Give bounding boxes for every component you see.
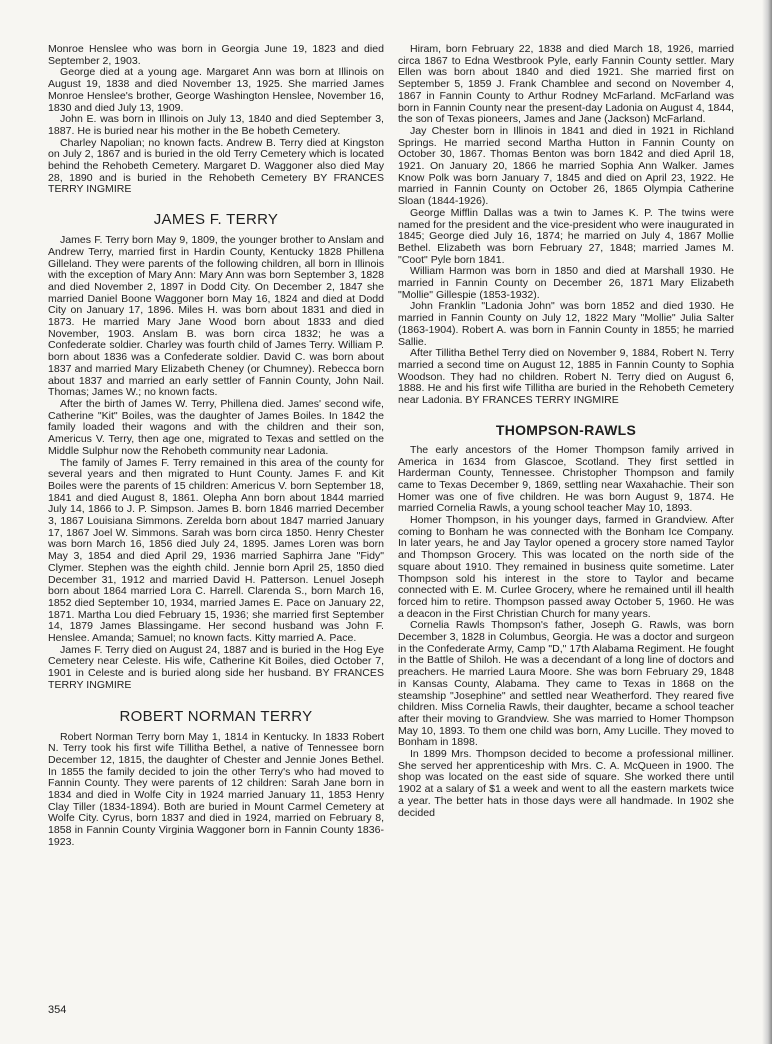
- paragraph: After Tillitha Bethel Terry died on November 9, 1884, Robert N. Terry married a second time on August 12, 1885 in Fannin County to Sophia Woodson. They had no children. Robert N. Terry died on August 6, 1888. He and his first wife Tillitha are buried in the Rehobeth Cemetery near Ladonia. BY FRANCES TERRY INGMIRE: [398, 347, 734, 407]
- paragraph: Jay Chester born in Illinois in 1841 and died in 1921 in Richland Springs. He married second Martha Hutton in Fannin County on October 30, 1867. Thomas Benton was born 1842 and died April 18, 1921. On January 20, 1866 he married Sophia Ann Walker. James Know Polk was born January 7, 1845 and died on April 23, 1922. He married in Fannin County on October 26, 1865 Olympia Catherine Sloan (1844-1926).: [398, 124, 734, 208]
- paragraph: The early ancestors of the Homer Thompson family arrived in America in 1634 from Glascoe, Scotland. They first settled in Harderman County, Tennessee. Christopher Thompson and family came to Texas December 9, 1869, settling near Waxahachie. Their son Homer was one of five children. He was born August 9, 1874. He married Cornelia Rawls, a young school teacher May 10, 1893.: [398, 443, 734, 515]
- paragraph: George Mifflin Dallas was a twin to James K. P. The twins were named for the president and the vice-president who were inaugurated in 1845; George died July 16, 1874; he married on July 4, 1867 Mollie Bethel. Elizabeth was born February 27, 1848; married James M. "Coot" Pyle born 1841.: [398, 206, 734, 266]
- paragraph: Charley Napolian; no known facts. Andrew B. Terry died at Kingston on July 2, 1867 and is buried in the old Terry Cemetery which is located behind the Rehobeth Cemetery. Margaret D. Waggoner also died May 28, 1890 and is buried in the Rehobeth Cemetery BY FRANCES TERRY INGMIRE: [48, 136, 384, 196]
- paragraph: In 1899 Mrs. Thompson decided to become a professional milliner. She served her apprenticeship with Mrs. C. A. McQueen in 1900. The shop was located on the east side of square. She worked there until 1902 at a salary of $1 a week and went to all the eastern markets twice a year. The better hats in those days were all handmade. In 1902 she decided: [398, 748, 734, 819]
- section-heading-thompson-rawls: THOMPSON-RAWLS: [495, 421, 637, 438]
- paragraph: James F. Terry born May 9, 1809, the younger brother to Anslam and Andrew Terry, married first in Hardin County, Kentucky 1828 Phillena Gilleland. They were parents of the following children, all born in Illinois with the exception of Mary Ann: Mary Ann was born September 3, 1828 and died November 2, 1897 in Dodd City. On December 2, 1847 she married Daniel Boone Waggoner born May 16, 1824 and died at Dodd City on January 17, 1896. Miles H. was born about 1831 and died in 1873. He married Mary Jane Wood born about 1833 and died November, 1903. Anslam B. was born circa 1832; he was a Confederate soldier. Charley was fourth child of James Terry. William P. born about 1836 was a Confederate soldier. David C. was born about 1837 and married Mary Elizabeth Cheney (or Chumney). Rebecca born about 1837 and married an early settler of Fannin County, John Nail. Thomas; James W.; no known facts.: [48, 234, 384, 399]
- paragraph: Monroe Henslee who was born in Georgia June 19, 1823 and died September 2, 1903.: [48, 43, 384, 67]
- section-heading-james-terry: JAMES F. TERRY: [153, 211, 279, 229]
- paragraph: William Harmon was born in 1850 and died at Marshall 1930. He married in Fannin County on December 26, 1871 Mary Elizabeth "Mollie" Gillespie (1853-1932).: [398, 265, 734, 301]
- paragraph: James F. Terry died on August 24, 1887 and is buried in the Hog Eye Cemetery near Celeste. His wife, Catherine Kit Boiles, died October 7, 1901 in Celeste and is buried along side her husband. BY FRANCES TERRY INGMIRE: [48, 643, 384, 691]
- paragraph: The family of James F. Terry remained in this area of the county for several years and then migrated to Hunt County. James F. and Kit Boiles were the parents of 15 children: Americus V. born September 18, 1841 and died August 8, 1861. Olepha Ann born about 1844 married July 14, 1866 to J. P. Simpson. James B. born 1846 married December 3, 1867 Louisiana Simmons. Zerelda born about 1847 married January 17, 1867 Joel W. Simmons. Sarah was born circa 1850. Henry Chester was born March 16, 1856 died July 24, 1895. James Loren was born May 3, 1854 and died April 29, 1936 married Saphirra Jane "Fidy" Clymer. Stephen was the eighth child. Jennie born April 25, 1850 died December 31, 1912 and married David H. Patterson. Lenuel Joseph born about 1864 married Lora C. Harrell. Clarenda S., born March 16, 1852 died September 10, 1934, married James E. Pace on January 22, 1871. Martha Lou died February 15, 1936; she married first September 14, 1879 James Blassingame. Her second husband was John F. Henslee. Amanda; Samuel; no known facts. Kitty married A. Pace.: [48, 456, 384, 645]
- right-column: [398, 44, 734, 819]
- paragraph: John Franklin "Ladonia John" was born 1852 and died 1930. He married in Fannin County on July 12, 1822 Mary "Mollie" Julia Salter (1863-1904). Robert A. was born in Fannin County in 1855; he married Sallie.: [398, 300, 734, 348]
- paragraph: Homer Thompson, in his younger days, farmed in Grandview. After coming to Bonham he was connected with the Bonham Ice Company. In later years, he and Jay Taylor opened a grocery store named Taylor and Thompson Grocery. This was located on the north side of the square about 1910. They remained in business quite sometime. Later Thompson sold his interest in the store to Taylor and became connected with E. M. Curlee Grocery, where he remained until ill health forced him to retire. Thompson passed away October 5, 1960. He was a deacon in the First Christian Church for many years.: [398, 514, 734, 620]
- page-binding-edge: [762, 0, 772, 1044]
- paragraph: Robert Norman Terry born May 1, 1814 in Kentucky. In 1833 Robert N. Terry took his first wife Tillitha Bethel, a native of Tennessee born December 12, 1815, the daughter of Chester and Jennie Jones Bethel. In 1855 the family decided to join the other Terry's who had moved to Fannin County. They were parents of 12 children: Sarah Jane born in 1834 and died in Wolfe City in 1924 married January 11, 1853 Henry Clay Tiller (1834-1894). Both are buried in Mount Carmel Cemetery at Wolfe City. Cyrus, born 1837 and died in 1924, married on February 8, 1858 in Fannin County Virginia Waggoner born in Fannin County 1836-1923.: [48, 730, 384, 848]
- page-number: 354: [48, 1004, 67, 1016]
- paragraph: John E. was born in Illinois on July 13, 1840 and died September 3, 1887. He is buried near his mother in the Be hobeth Cemetery.: [48, 113, 384, 137]
- paragraph: Cornelia Rawls Thompson's father, Joseph G. Rawls, was born December 3, 1828 in Columbus, Georgia. He was a doctor and surgeon in the Confederate Army, Camp "D," 17th Alabama Regiment. He fought in the Battle of Shiloh. He was a decendant of a long line of doctors and preachers. He married Laura Moore. She was born February 29, 1848 in Kansas County, Alabama. They came to Texas in 1868 on the steamship "Josephine" and settled near Weatherford. They reared five children. Miss Cornelia Rawls, their daughter, became a school teacher after their moving to Grandview. She was married to Homer Thompson May 10, 1893. To them one child was born, Amy Lucille. They moved to Bonham in 1898.: [398, 619, 734, 749]
- paragraph: After the birth of James W. Terry, Phillena died. James' second wife, Catherine "Kit" Boiles, was the daughter of James Boiles. In 1842 the family loaded their wagons and with the children and their son, Americus V. Terry, then age one, migrated to Texas and settled on the Middle Sulphur now the Rehobeth community near Ladonia.: [48, 397, 384, 457]
- paragraph: George died at a young age. Margaret Ann was born at Illinois on August 19, 1838 and died November 13, 1925. She married James Monroe Henslee's brother, George Washington Henslee, November 16, 1830 and died July 13, 1909.: [48, 66, 384, 114]
- section-heading-robert-terry: ROBERT NORMAN TERRY: [119, 707, 313, 725]
- paragraph: Hiram, born February 22, 1838 and died March 18, 1926, married circa 1867 to Edna Westbrook Pyle, early Fannin County settler. Mary Ellen was born about 1840 and died 1921. She married first on September 5, 1859 J. Frank Chamblee and second on November 4, 1867 in Fannin County to Arthur Rodney McFarland. McFarland was born in Fannin County near the present-day Ladonia on August 4, 1844, the son of Texas pioneers, James and Jane (Jackson) McFarland.: [398, 43, 734, 126]
- left-column: [48, 44, 384, 849]
